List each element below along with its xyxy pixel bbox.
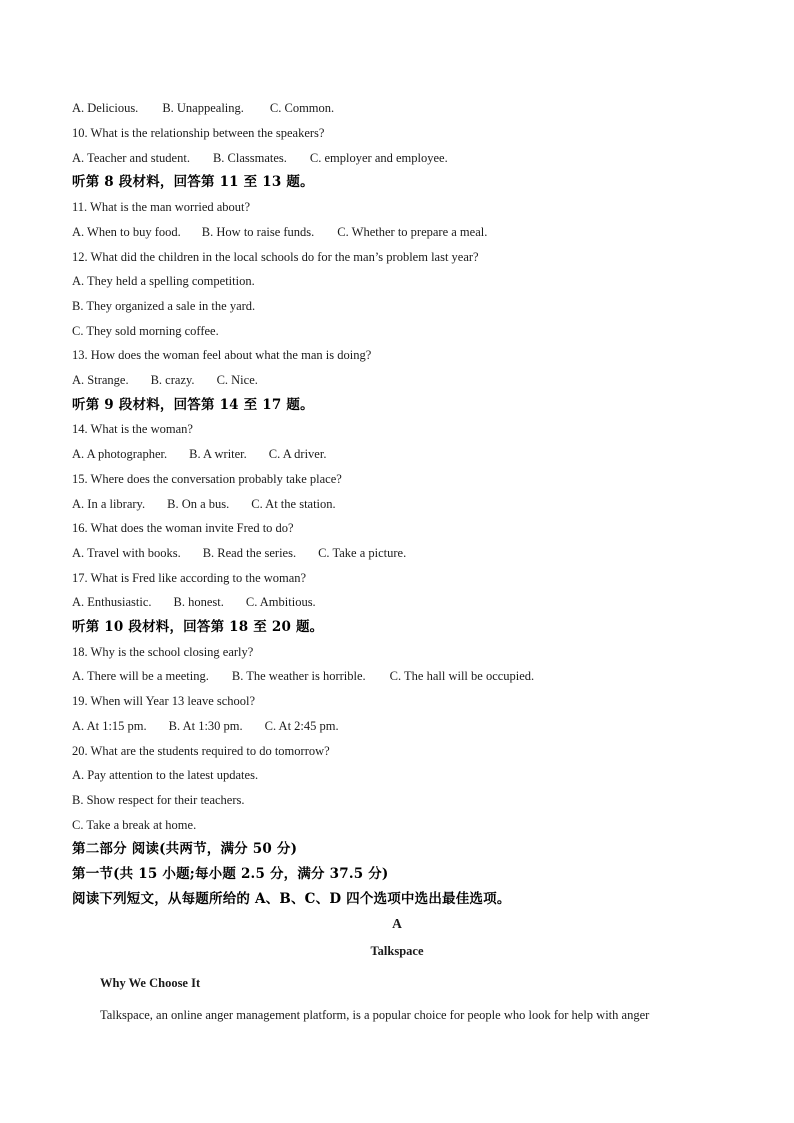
option-a: A. When to buy food. <box>72 225 181 239</box>
section-10-header: 听第 10 段材料，回答第 18 至 20 题。 <box>72 619 324 635</box>
question-19: 19. When will Year 13 leave school? <box>72 694 256 708</box>
option-a: A. In a library. <box>72 497 146 511</box>
question-20: 20. What are the students required to do tomorrow? <box>72 744 330 758</box>
option-c: C. Whether to prepare a meal. <box>337 225 488 239</box>
option-a: A. Teacher and student. <box>72 151 190 165</box>
q20-option-b: B. Show respect for their teachers. <box>72 793 245 807</box>
question-12: 12. What did the children in the local schools do for the man’s problem last year? <box>72 250 479 264</box>
option-c: C. Nice. <box>216 373 258 387</box>
option-c: C. A driver. <box>268 447 327 461</box>
q19-options <box>72 718 339 734</box>
option-c: C. At 2:45 pm. <box>264 719 339 733</box>
section-9-header: 听第 9 段材料，回答第 14 至 17 题。 <box>72 397 314 413</box>
q16-options <box>72 545 406 561</box>
question-15: 15. Where does the conversation probably take place? <box>72 472 342 486</box>
option-b: B. honest. <box>173 595 224 609</box>
passage-subheading: Why We Choose It <box>100 976 201 990</box>
question-14: 14. What is the woman? <box>72 422 193 436</box>
option-c: C. employer and employee. <box>309 151 448 165</box>
option-b: B. At 1:30 pm. <box>168 719 243 733</box>
option-c: C. Common. <box>269 101 335 115</box>
option-b: B. Classmates. <box>212 151 287 165</box>
passage-title: Talkspace <box>370 944 424 958</box>
q17-options <box>72 594 316 610</box>
option-a: A. Enthusiastic. <box>72 595 152 609</box>
option-b: B. On a bus. <box>167 497 230 511</box>
part-2-header: 第二部分 阅读(共两节，满分 50 分) <box>72 841 298 857</box>
option-c: C. At the station. <box>251 497 336 511</box>
option-b: B. How to raise funds. <box>201 225 315 239</box>
q15-options <box>72 496 336 512</box>
option-a: A. Strange. <box>72 373 129 387</box>
q18-options <box>72 668 534 684</box>
question-10: 10. What is the relationship between the speakers? <box>72 126 325 140</box>
q12-option-c: C. They sold morning coffee. <box>72 324 219 338</box>
option-b: B. crazy. <box>150 373 195 387</box>
q10-options <box>72 150 448 166</box>
option-b: B. The weather is horrible. <box>231 669 366 683</box>
question-13: 13. How does the woman feel about what the man is doing? <box>72 348 372 362</box>
q12-option-b: B. They organized a sale in the yard. <box>72 299 256 313</box>
q20-option-c: C. Take a break at home. <box>72 818 197 832</box>
question-18: 18. Why is the school closing early? <box>72 645 254 659</box>
question-17: 17. What is Fred like according to the woman? <box>72 571 307 585</box>
q13-options <box>72 372 258 388</box>
passage-letter: A <box>392 916 402 931</box>
option-c: C. Take a picture. <box>318 546 407 560</box>
q9-options <box>72 100 334 116</box>
option-c: C. Ambitious. <box>245 595 316 609</box>
option-b: B. A writer. <box>189 447 247 461</box>
reading-instruction: 阅读下列短文，从每题所给的 A、B、C、D 四个选项中选出最佳选项。 <box>72 891 511 907</box>
question-16: 16. What does the woman invite Fred to do? <box>72 521 294 535</box>
q12-option-a: A. They held a spelling competition. <box>72 274 255 288</box>
option-a: A. Delicious. <box>72 101 139 115</box>
section-1-header: 第一节(共 15 小题;每小题 2.5 分，满分 37.5 分) <box>72 866 389 882</box>
q20-option-a: A. Pay attention to the latest updates. <box>72 768 259 782</box>
option-c: C. The hall will be occupied. <box>389 669 535 683</box>
question-11: 11. What is the man worried about? <box>72 200 251 214</box>
option-b: B. Unappealing. <box>162 101 244 115</box>
option-b: B. Read the series. <box>202 546 297 560</box>
section-8-header: 听第 8 段材料，回答第 11 至 13 题。 <box>72 174 314 190</box>
q14-options <box>72 446 326 462</box>
option-a: A. A photographer. <box>72 447 168 461</box>
option-a: A. Travel with books. <box>72 546 181 560</box>
option-a: A. There will be a meeting. <box>72 669 209 683</box>
option-a: A. At 1:15 pm. <box>72 719 147 733</box>
q11-options <box>72 224 487 240</box>
passage-paragraph: Talkspace, an online anger management platform, is a popular choice for people who look for help with anger <box>100 1008 650 1022</box>
